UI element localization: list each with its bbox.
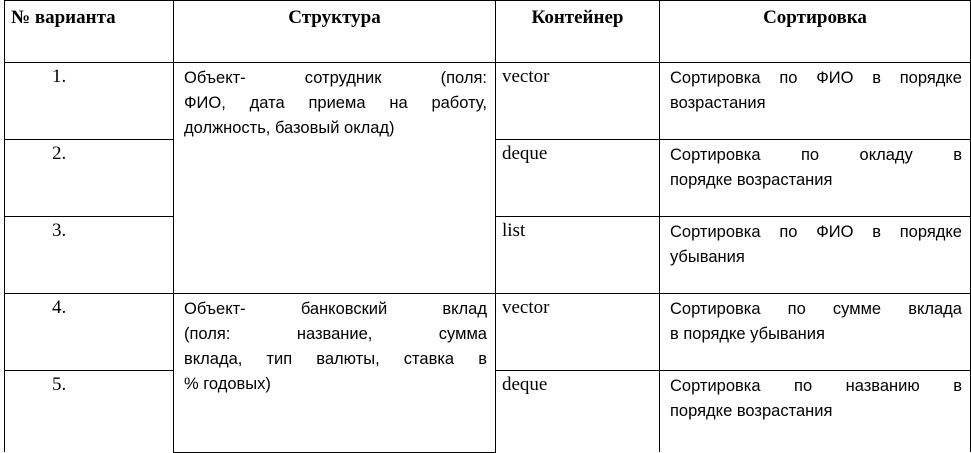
sorting-cell	[660, 371, 971, 453]
variant-number: 4.	[52, 297, 67, 318]
variant-number-cell	[5, 371, 174, 453]
table-row	[5, 63, 971, 140]
structure-line: вклада, тип валюты, ставка в	[184, 350, 487, 368]
variant-number-cell	[5, 140, 174, 217]
variant-number-cell	[5, 294, 174, 371]
table-header-row	[5, 1, 971, 63]
structure-line: % годовых)	[184, 375, 271, 393]
header-variant-number: № варианта	[5, 1, 174, 63]
sorting-line: Сортировка по окладу в	[670, 146, 962, 164]
structure-cell-employee	[174, 63, 496, 294]
container-cell: list	[496, 217, 660, 294]
structure-line: должность, базовый оклад)	[184, 119, 395, 137]
table-row	[5, 294, 971, 371]
sorting-line: Сортировка по сумме вклада	[670, 300, 962, 318]
structure-line: Объект- банковский вклад	[184, 300, 487, 318]
structure-cell-deposit	[174, 294, 496, 453]
sorting-line: порядке возрастания	[670, 402, 833, 420]
sorting-line: в порядке убывания	[670, 325, 825, 343]
structure-line: (поля: название, сумма	[184, 325, 487, 343]
structure-line: Объект- сотрудник (поля:	[184, 69, 487, 87]
sorting-cell	[660, 294, 971, 371]
sorting-line: порядке возрастания	[670, 171, 833, 189]
variant-number-cell	[5, 217, 174, 294]
sorting-line: возрастания	[670, 94, 766, 112]
structure-line: ФИО, дата приема на работу,	[184, 94, 487, 112]
sorting-line: Сортировка по названию в	[670, 377, 962, 395]
container-cell: vector	[496, 294, 660, 371]
sorting-cell	[660, 140, 971, 217]
variant-number-cell	[5, 63, 174, 140]
container-cell: deque	[496, 140, 660, 217]
sorting-line: Сортировка по ФИО в порядке	[670, 223, 962, 241]
header-structure: Структура	[174, 1, 496, 63]
variant-number: 2.	[52, 143, 67, 164]
sorting-line: Сортировка по ФИО в порядке	[670, 69, 962, 87]
variants-table	[4, 0, 971, 453]
variant-number: 3.	[52, 220, 67, 241]
header-sorting: Сортировка	[660, 1, 971, 63]
variant-number: 1.	[52, 66, 67, 87]
sorting-line: убывания	[670, 248, 745, 266]
container-cell: deque	[496, 371, 660, 453]
sorting-cell	[660, 217, 971, 294]
variant-number: 5.	[52, 374, 67, 395]
sorting-cell	[660, 63, 971, 140]
container-cell: vector	[496, 63, 660, 140]
header-container: Контейнер	[496, 1, 660, 63]
